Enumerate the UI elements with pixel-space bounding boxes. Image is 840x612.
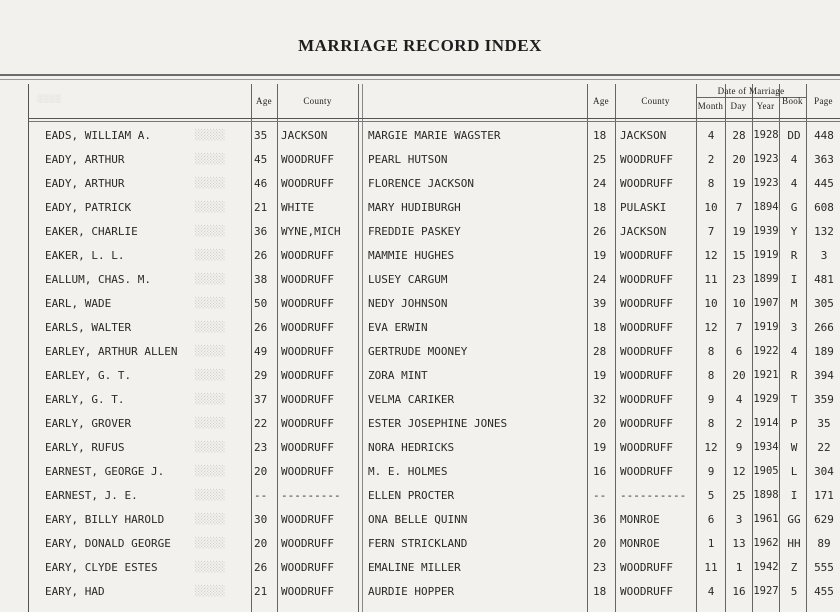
groom-county: WOODRUFF (281, 153, 334, 166)
bride-county: WOODRUFF (620, 417, 673, 430)
marriage-day: 12 (732, 465, 746, 478)
marriage-month: 1 (707, 537, 715, 550)
bride-name: ELLEN PROCTER (368, 489, 455, 502)
record-page: 35 (817, 417, 831, 430)
record-page: 304 (814, 465, 834, 478)
marriage-day: 4 (735, 393, 743, 406)
record-page: 189 (814, 345, 834, 358)
groom-county: WOODRUFF (281, 297, 334, 310)
table-row (29, 172, 840, 196)
bride-name: NORA HEDRICKS (368, 441, 455, 454)
marriage-month: 12 (704, 321, 718, 334)
record-book: 4 (790, 345, 798, 358)
table-row (29, 148, 840, 172)
marriage-year: 1905 (753, 465, 779, 477)
bleed-through-mark: ░░░░░ (195, 490, 226, 501)
bride-name: ZORA MINT (368, 369, 428, 382)
marriage-year: 1919 (753, 249, 779, 261)
marriage-year: 1923 (753, 153, 779, 165)
header-date-of-marriage: Date of Marriage (717, 86, 785, 96)
groom-age: 29 (254, 369, 268, 382)
bride-name: LUSEY CARGUM (368, 273, 448, 286)
record-page: 266 (814, 321, 834, 334)
bride-age: 24 (593, 177, 607, 190)
groom-county: WOODRUFF (281, 321, 334, 334)
table-row (29, 412, 840, 436)
table-row (29, 364, 840, 388)
marriage-month: 11 (704, 561, 718, 574)
bride-name: NEDY JOHNSON (368, 297, 448, 310)
groom-name: EARLEY, ARTHUR ALLEN (45, 345, 178, 358)
bride-county: WOODRUFF (620, 561, 673, 574)
groom-name: EARY, BILLY HAROLD (45, 513, 165, 526)
bleed-through-mark: ░░░░░ (195, 514, 226, 525)
marriage-month: 9 (707, 465, 715, 478)
bride-county: MONROE (620, 537, 660, 550)
record-page: 305 (814, 297, 834, 310)
bride-county: PULASKI (620, 201, 667, 214)
record-book: Z (790, 561, 798, 574)
bride-age: 18 (593, 129, 607, 142)
table-row (29, 340, 840, 364)
marriage-year: 1929 (753, 393, 779, 405)
bride-county: ---------- (620, 489, 687, 502)
table-row (29, 268, 840, 292)
bride-name: VELMA CARIKER (368, 393, 455, 406)
groom-county: WOODRUFF (281, 345, 334, 358)
groom-age: -- (254, 489, 268, 502)
bride-age: 18 (593, 585, 607, 598)
marriage-year: 1942 (753, 561, 779, 573)
groom-county: WOODRUFF (281, 441, 334, 454)
record-page: 629 (814, 513, 834, 526)
record-page: 445 (814, 177, 834, 190)
bride-age: 23 (593, 561, 607, 574)
marriage-day: 19 (732, 177, 746, 190)
table-row (29, 508, 840, 532)
bride-county: WOODRUFF (620, 273, 673, 286)
groom-county: WOODRUFF (281, 561, 334, 574)
bleed-through-mark: ░░░░░ (195, 394, 226, 405)
groom-age: 50 (254, 297, 268, 310)
groom-age: 36 (254, 225, 268, 238)
bleed-through-mark: ░░░░░ (195, 562, 226, 573)
groom-name: EADS, WILLIAM A. (45, 129, 151, 142)
marriage-year: 1923 (753, 177, 779, 189)
bleed-through-mark: ░░░░░ (195, 178, 226, 189)
marriage-month: 2 (707, 153, 715, 166)
record-page: 555 (814, 561, 834, 574)
record-page: 359 (814, 393, 834, 406)
groom-name: EARLY, GROVER (45, 417, 132, 430)
record-page: 363 (814, 153, 834, 166)
marriage-day: 16 (732, 585, 746, 598)
marriage-year: 1961 (753, 513, 779, 525)
bleed-through-mark: ░░░░░ (195, 202, 226, 213)
record-book: 5 (790, 585, 798, 598)
table-row (29, 436, 840, 460)
bride-county: WOODRUFF (620, 345, 673, 358)
marriage-day: 23 (732, 273, 746, 286)
marriage-month: 8 (707, 369, 715, 382)
groom-name: EARY, DONALD GEORGE (45, 537, 171, 550)
groom-county: WHITE (281, 201, 315, 214)
bride-name: MARGIE MARIE WAGSTER (368, 129, 501, 142)
marriage-year: 1928 (753, 129, 779, 141)
bride-county: WOODRUFF (620, 177, 673, 190)
bleed-through-mark: ░░░░░ (195, 442, 226, 453)
record-book: M (790, 297, 798, 310)
groom-name: EARY, CLYDE ESTES (45, 561, 158, 574)
bleed-through-mark: ░░░░░ (195, 418, 226, 429)
marriage-month: 5 (707, 489, 715, 502)
bride-age: 16 (593, 465, 607, 478)
bride-name: FERN STRICKLAND (368, 537, 468, 550)
top-rule (0, 74, 840, 76)
bleed-through-mark: ░░░░░ (195, 370, 226, 381)
record-book: Y (790, 225, 798, 238)
bride-name: PEARL HUTSON (368, 153, 448, 166)
groom-name: EADY, ARTHUR (45, 153, 125, 166)
marriage-year: 1934 (753, 441, 779, 453)
record-page: 89 (817, 537, 831, 550)
marriage-day: 15 (732, 249, 746, 262)
marriage-month: 11 (704, 273, 718, 286)
bride-county: JACKSON (620, 129, 667, 142)
record-book: T (790, 393, 798, 406)
groom-age: 45 (254, 153, 268, 166)
page-title: MARRIAGE RECORD INDEX (298, 36, 542, 55)
marriage-year: 1899 (753, 273, 779, 285)
bride-county: WOODRUFF (620, 369, 673, 382)
marriage-year: 1907 (753, 297, 779, 309)
table-row (29, 292, 840, 316)
marriage-year: 1927 (753, 585, 779, 597)
header-county: County (303, 96, 332, 106)
bride-county: WOODRUFF (620, 297, 673, 310)
marriage-day: 19 (732, 225, 746, 238)
marriage-month: 10 (704, 297, 718, 310)
marriage-month: 8 (707, 177, 715, 190)
marriage-day: 9 (735, 441, 743, 454)
bride-name: MAMMIE HUGHES (368, 249, 455, 262)
groom-age: 38 (254, 273, 268, 286)
groom-county: WOODRUFF (281, 177, 334, 190)
groom-name: EARLS, WALTER (45, 321, 132, 334)
bride-age: 25 (593, 153, 607, 166)
marriage-day: 13 (732, 537, 746, 550)
header-month: Month (697, 101, 724, 111)
bride-name: GERTRUDE MOONEY (368, 345, 468, 358)
bride-age: -- (593, 489, 607, 502)
marriage-month: 4 (707, 129, 715, 142)
table-row (29, 484, 840, 508)
groom-county: WYNE,MICH (281, 225, 341, 238)
marriage-day: 10 (732, 297, 746, 310)
marriage-month: 12 (704, 441, 718, 454)
groom-age: 20 (254, 465, 268, 478)
marriage-day: 7 (735, 201, 743, 214)
groom-county: WOODRUFF (281, 249, 334, 262)
bride-age: 26 (593, 225, 607, 238)
record-book: GG (787, 513, 801, 526)
table-row (29, 220, 840, 244)
bride-name: FLORENCE JACKSON (368, 177, 474, 190)
marriage-day: 28 (732, 129, 746, 142)
marriage-month: 9 (707, 393, 715, 406)
bride-county: MONROE (620, 513, 660, 526)
header-year: Year (756, 101, 775, 111)
table-row (29, 316, 840, 340)
marriage-day: 3 (735, 513, 743, 526)
header-book: Book (782, 96, 803, 106)
groom-age: 21 (254, 585, 268, 598)
bride-name: EMALINE MILLER (368, 561, 461, 574)
table-row (29, 196, 840, 220)
marriage-month: 6 (707, 513, 715, 526)
groom-name: EARLY, RUFUS (45, 441, 125, 454)
groom-age: 35 (254, 129, 268, 142)
marriage-day: 7 (735, 321, 743, 334)
groom-age: 20 (254, 537, 268, 550)
bride-name: ONA BELLE QUINN (368, 513, 468, 526)
bleed-through-mark: ░░░░░ (195, 538, 226, 549)
bride-county: WOODRUFF (620, 465, 673, 478)
marriage-month: 10 (704, 201, 718, 214)
bride-county: WOODRUFF (620, 321, 673, 334)
table-row (29, 532, 840, 556)
bride-age: 19 (593, 441, 607, 454)
groom-county: WOODRUFF (281, 273, 334, 286)
bleed-through-mark: ░░░░░ (195, 130, 226, 141)
groom-name: EADY, ARTHUR (45, 177, 125, 190)
groom-county: WOODRUFF (281, 585, 334, 598)
top-rule-secondary (0, 79, 840, 80)
table-row (29, 124, 840, 148)
groom-name: EAKER, L. L. (45, 249, 125, 262)
bleed-through-mark: ░░░░░ (195, 322, 226, 333)
groom-county: WOODRUFF (281, 417, 334, 430)
record-book: R (790, 249, 798, 262)
groom-age: 30 (254, 513, 268, 526)
groom-age: 49 (254, 345, 268, 358)
bride-age: 24 (593, 273, 607, 286)
record-page: 455 (814, 585, 834, 598)
record-book: L (790, 465, 798, 478)
record-book: 3 (790, 321, 798, 334)
groom-name: EARNEST, GEORGE J. (45, 465, 165, 478)
marriage-year: 1962 (753, 537, 779, 549)
bleed-through-mark: ░░░░░ (195, 346, 226, 357)
record-book: HH (787, 537, 801, 550)
record-book: I (790, 489, 798, 502)
bride-name: FREDDIE PASKEY (368, 225, 461, 238)
bride-county: WOODRUFF (620, 249, 673, 262)
table-row (29, 556, 840, 580)
header-age-2: Age (593, 96, 609, 106)
record-page: 3 (820, 249, 828, 262)
table-row (29, 244, 840, 268)
record-book: R (790, 369, 798, 382)
bride-age: 36 (593, 513, 607, 526)
marriage-day: 6 (735, 345, 743, 358)
record-book: G (790, 201, 798, 214)
bride-county: WOODRUFF (620, 585, 673, 598)
bleed-through-mark: ░░░░░ (195, 274, 226, 285)
header-rule-secondary (29, 121, 840, 122)
groom-age: 22 (254, 417, 268, 430)
header-county-2: County (641, 96, 670, 106)
bride-name: MARY HUDIBURGH (368, 201, 461, 214)
record-page: 448 (814, 129, 834, 142)
bride-age: 20 (593, 417, 607, 430)
record-page: 132 (814, 225, 834, 238)
groom-name: EARL, WADE (45, 297, 112, 310)
groom-county: WOODRUFF (281, 393, 334, 406)
groom-name: EALLUM, CHAS. M. (45, 273, 151, 286)
bride-age: 39 (593, 297, 607, 310)
table-row (29, 580, 840, 604)
bride-name: EVA ERWIN (368, 321, 428, 334)
bride-name: ESTER JOSEPHINE JONES (368, 417, 508, 430)
marriage-month: 8 (707, 345, 715, 358)
groom-age: 26 (254, 561, 268, 574)
groom-county: WOODRUFF (281, 513, 334, 526)
bleed-through-mark: ░░░░░ (195, 154, 226, 165)
header-day: Day (730, 101, 747, 111)
bride-age: 28 (593, 345, 607, 358)
record-book: W (790, 441, 798, 454)
groom-age: 37 (254, 393, 268, 406)
groom-name: EARLY, G. T. (45, 393, 125, 406)
record-book: 4 (790, 153, 798, 166)
groom-age: 46 (254, 177, 268, 190)
groom-name: EARNEST, J. E. (45, 489, 138, 502)
groom-age: 23 (254, 441, 268, 454)
marriage-day: 20 (732, 153, 746, 166)
header-page: Page (814, 96, 833, 106)
record-book: DD (787, 129, 801, 142)
marriage-year: 1921 (753, 369, 779, 381)
marriage-year: 1939 (753, 225, 779, 237)
record-book: 4 (790, 177, 798, 190)
record-table (28, 84, 840, 612)
bleed-through-mark: ░░░░░ (195, 586, 226, 597)
bride-age: 19 (593, 369, 607, 382)
marriage-day: 2 (735, 417, 743, 430)
bleed-through-mark: ░░░░░ (195, 298, 226, 309)
groom-county: WOODRUFF (281, 465, 334, 478)
bride-name: M. E. HOLMES (368, 465, 448, 478)
bleed-through-mark: ░░░░░ (195, 250, 226, 261)
table-row (29, 460, 840, 484)
bride-age: 19 (593, 249, 607, 262)
bride-county: WOODRUFF (620, 153, 673, 166)
groom-name: EADY, PATRICK (45, 201, 132, 214)
marriage-day: 1 (735, 561, 743, 574)
marriage-year: 1914 (753, 417, 779, 429)
marriage-year: 1898 (753, 489, 779, 501)
groom-age: 26 (254, 249, 268, 262)
groom-county: WOODRUFF (281, 369, 334, 382)
bride-county: WOODRUFF (620, 393, 673, 406)
marriage-month: 4 (707, 585, 715, 598)
bride-county: WOODRUFF (620, 441, 673, 454)
groom-county: JACKSON (281, 129, 328, 142)
marriage-month: 12 (704, 249, 718, 262)
bride-county: JACKSON (620, 225, 667, 238)
bride-age: 20 (593, 537, 607, 550)
marriage-day: 25 (732, 489, 746, 502)
record-page: 481 (814, 273, 834, 286)
marriage-month: 8 (707, 417, 715, 430)
record-page: 171 (814, 489, 834, 502)
marriage-month: 7 (707, 225, 715, 238)
groom-age: 21 (254, 201, 268, 214)
marriage-year: 1894 (753, 201, 779, 213)
marriage-year: 1922 (753, 345, 779, 357)
record-book: P (790, 417, 798, 430)
record-book: I (790, 273, 798, 286)
record-page: 22 (817, 441, 831, 454)
groom-county: --------- (281, 489, 341, 502)
marriage-day: 20 (732, 369, 746, 382)
groom-age: 26 (254, 321, 268, 334)
bleed-through-mark: ░░░░░ (195, 226, 226, 237)
groom-county: WOODRUFF (281, 537, 334, 550)
bride-age: 18 (593, 201, 607, 214)
bride-name: AURDIE HOPPER (368, 585, 455, 598)
record-page: 608 (814, 201, 834, 214)
bride-age: 18 (593, 321, 607, 334)
table-row (29, 388, 840, 412)
bride-age: 32 (593, 393, 607, 406)
header-rule (29, 118, 840, 119)
header-age: Age (256, 96, 272, 106)
groom-name: EARLEY, G. T. (45, 369, 132, 382)
bleed-through-text: ░░░░ (37, 94, 61, 103)
record-page: 394 (814, 369, 834, 382)
bleed-through-mark: ░░░░░ (195, 466, 226, 477)
marriage-year: 1919 (753, 321, 779, 333)
groom-name: EARY, HAD (45, 585, 105, 598)
groom-name: EAKER, CHARLIE (45, 225, 138, 238)
